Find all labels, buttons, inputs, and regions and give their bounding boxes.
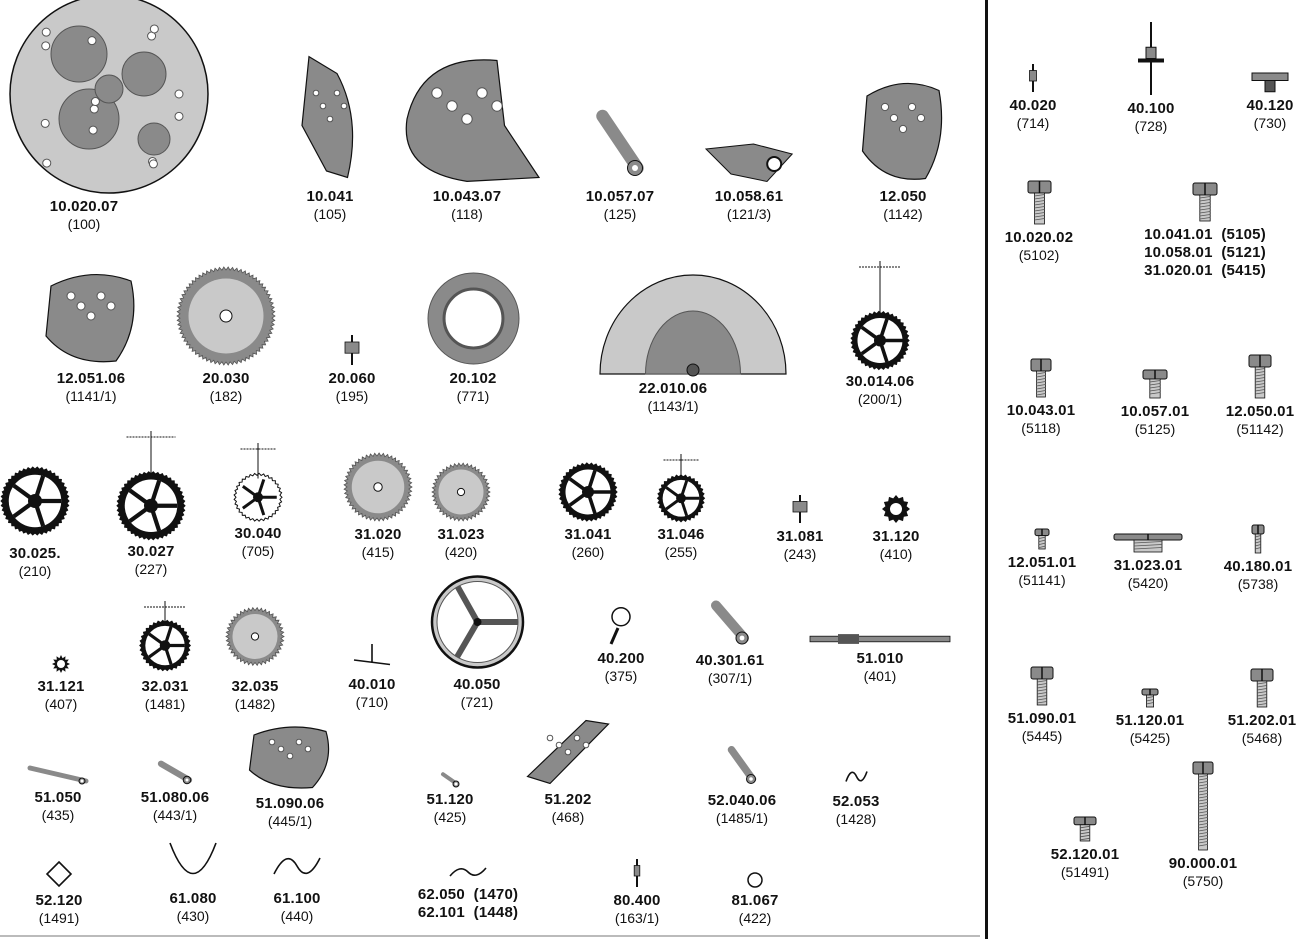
part-reference: (1141/1) [65, 388, 117, 404]
part-number: 22.010.06 [638, 380, 708, 397]
part-number: 20.102 [449, 370, 497, 387]
part-reference: (710) [355, 694, 389, 710]
escape-wheel-icon [233, 441, 283, 521]
mainspring-icon [426, 271, 521, 366]
part-item [1183, 524, 1316, 593]
part-number: 40.050 [453, 676, 501, 693]
part-number: 52.040.06 [707, 792, 777, 809]
part-reference: (125) [603, 206, 637, 222]
v-spring-icon [168, 841, 218, 886]
part-number: 30.040 [234, 525, 282, 542]
shock-spring-icon [606, 601, 636, 646]
part-item [545, 104, 695, 223]
part-number: 31.020 [354, 526, 402, 543]
part-item [9, 0, 159, 233]
wheel-icon [0, 461, 70, 541]
part-item [1195, 68, 1316, 132]
part-number: 51.010 [856, 650, 904, 667]
part-reference: (5125) [1134, 421, 1176, 437]
part-item [402, 572, 552, 711]
part-reference: (721) [460, 694, 494, 710]
part-number: 40.100 [1127, 100, 1175, 117]
part-number: 10.020.02 [1004, 229, 1074, 246]
part-reference: (195) [335, 388, 369, 404]
screw-icon [1192, 182, 1218, 222]
part-item [1187, 668, 1316, 747]
part-reference: (51141) [1018, 572, 1066, 588]
part-reference: (445/1) [267, 813, 313, 829]
part-item [674, 134, 824, 223]
rotor-icon [598, 271, 788, 376]
wire-spring-icon [272, 846, 322, 886]
part-reference: (407) [44, 696, 78, 712]
part-number: 32.035 [231, 678, 279, 695]
part-item [655, 598, 805, 687]
part-reference: (163/1) [614, 910, 660, 926]
part-item [398, 271, 548, 405]
part-reference: (1485/1) [715, 810, 769, 826]
toothed-wheel-icon [225, 599, 285, 674]
small-gear-icon [881, 494, 911, 524]
part-number: 31.046 [657, 526, 705, 543]
part-number: 51.050 [34, 789, 82, 806]
part-reference: (5102) [1018, 247, 1060, 263]
part-number-line: 62.050 (1470) [417, 886, 519, 903]
wheel-icon [850, 259, 910, 369]
part-reference: (443/1) [152, 807, 198, 823]
balance-cock-icon [704, 134, 794, 184]
balance-wheel-icon [430, 572, 525, 672]
screw-icon [1248, 354, 1272, 399]
part-number-line: 31.020.01 (5415) [1144, 262, 1266, 279]
part-reference: (200/1) [857, 391, 903, 407]
arbor-icon [342, 334, 362, 366]
part-number: 51.120.01 [1115, 712, 1185, 729]
part-number: 52.053 [832, 793, 880, 810]
part-item [493, 717, 643, 826]
part-number: 40.020 [1009, 97, 1057, 114]
part-number: 30.025. [9, 545, 61, 562]
part-number: 10.058.61 [714, 188, 784, 205]
part-reference: (118) [451, 206, 483, 222]
part-number: 52.120 [35, 892, 83, 909]
part-item [598, 271, 748, 415]
part-reference: (728) [1134, 118, 1168, 134]
part-item [255, 54, 405, 223]
part-reference: (420) [444, 544, 478, 560]
part-reference: (210) [18, 563, 52, 579]
part-number: 12.051.06 [56, 370, 126, 387]
screw-icon [1142, 369, 1168, 399]
bridge-icon [295, 54, 365, 184]
lever-bridge-icon [595, 104, 645, 184]
part-reference: (415) [361, 544, 395, 560]
part-item [222, 846, 372, 925]
barrel-icon [176, 266, 276, 366]
part-number: 31.121 [37, 678, 85, 695]
balance-staff-icon [1136, 21, 1166, 96]
part-reference: (1143/1) [647, 398, 699, 414]
part-number-line: 62.101 (1448) [417, 904, 519, 921]
part-reference: (468) [551, 809, 585, 825]
part-item [805, 632, 955, 685]
part-number: 32.031 [141, 678, 189, 695]
square-spring-icon [45, 860, 73, 888]
part-reference: (5425) [1129, 730, 1171, 746]
detent-icon [440, 772, 460, 787]
part-reference: (375) [604, 668, 638, 684]
part-number: 10.020.07 [49, 198, 119, 215]
automatic-frame-icon [41, 266, 141, 366]
part-reference: (422) [738, 910, 772, 926]
part-number: 40.200 [597, 650, 645, 667]
main-plate-icon [9, 0, 209, 194]
part-reference: (5468) [1241, 730, 1283, 746]
part-number: 31.023 [437, 526, 485, 543]
part-number: 40.180.01 [1223, 558, 1293, 575]
part-reference: (5118) [1021, 420, 1061, 436]
part-number: 31.120 [872, 528, 920, 545]
part-reference: (771) [456, 388, 490, 404]
part-reference: (401) [863, 668, 897, 684]
stem-pin-icon [633, 858, 641, 888]
part-reference: (430) [176, 908, 210, 924]
screw-icon [1027, 180, 1052, 225]
part-group [1105, 182, 1305, 280]
part-number: 61.100 [273, 890, 321, 907]
part-group [368, 862, 568, 922]
part-reference: (1481) [144, 696, 186, 712]
part-reference: (1428) [835, 811, 877, 827]
part-reference: (260) [571, 544, 605, 560]
part-number: 51.090.06 [255, 795, 325, 812]
part-reference: (5445) [1021, 728, 1063, 744]
part-number: 40.120 [1246, 97, 1294, 114]
part-item [680, 872, 830, 927]
train-bridge-icon [392, 54, 542, 184]
winding-stem-icon [810, 632, 950, 646]
part-number: 90.000.01 [1168, 855, 1238, 872]
part-reference: (51491) [1060, 864, 1110, 880]
part-number: 12.050 [879, 188, 927, 205]
part-number: 31.023.01 [1113, 557, 1183, 574]
bottom-edge-line [0, 935, 980, 937]
part-reference: (410) [879, 546, 913, 562]
automatic-bridge-icon [858, 74, 948, 184]
part-reference: (425) [433, 809, 467, 825]
crown-wheel-icon [431, 462, 491, 522]
long-screw-icon [1192, 761, 1214, 851]
screw-icon [1030, 666, 1054, 706]
part-item [392, 54, 542, 223]
spring-icon [448, 862, 488, 882]
part-item [828, 74, 978, 223]
part-reference: (307/1) [707, 670, 753, 686]
part-number: 10.041 [306, 188, 354, 205]
part-item [821, 494, 971, 563]
part-item [215, 721, 365, 830]
part-item [1185, 354, 1316, 438]
pin-icon [790, 494, 810, 524]
part-reference: (440) [280, 908, 314, 924]
click-spring-icon [844, 764, 869, 789]
part-reference: (5750) [1182, 873, 1224, 889]
part-number: 51.202 [544, 791, 592, 808]
part-reference: (121/3) [726, 206, 772, 222]
part-reference: (705) [241, 543, 275, 559]
part-reference: (5420) [1127, 575, 1169, 591]
pinion-wheel-icon [656, 452, 706, 522]
part-reference: (714) [1016, 115, 1050, 131]
part-reference: (182) [209, 388, 243, 404]
part-reference: (1491) [38, 910, 80, 926]
part-reference: (105) [313, 206, 347, 222]
part-item [16, 266, 166, 405]
tiny-pinion-icon [51, 654, 71, 674]
part-number: 10.043.01 [1006, 402, 1076, 419]
setting-lever-icon [18, 765, 98, 785]
part-number: 31.041 [564, 526, 612, 543]
part-number: 52.120.01 [1050, 846, 1120, 863]
part-reference: (435) [41, 807, 75, 823]
click-icon [727, 743, 757, 788]
part-item [805, 259, 955, 408]
pallet-fork-icon [352, 642, 392, 672]
part-number: 51.120 [426, 791, 474, 808]
screw-icon [1030, 358, 1052, 398]
part-number: 81.067 [731, 892, 779, 909]
part-reference: (227) [134, 561, 168, 577]
part-number-line: 10.041.01 (5105) [1144, 226, 1266, 243]
setting-bridge-icon [245, 721, 335, 791]
part-number: 20.060 [328, 370, 376, 387]
part-number: 30.027 [127, 543, 175, 560]
part-number: 30.014.06 [845, 373, 915, 390]
screw-icon [1073, 816, 1097, 842]
part-reference: (730) [1253, 115, 1287, 131]
part-item [781, 764, 931, 828]
part-number: 10.057.07 [585, 188, 655, 205]
part-number: 12.051.01 [1007, 554, 1077, 571]
part-reference: (5738) [1237, 576, 1279, 592]
part-reference: (255) [664, 544, 698, 560]
part-item [964, 180, 1114, 264]
part-reference: (1142) [883, 206, 923, 222]
yoke-icon [155, 760, 195, 785]
part-number: 10.057.01 [1120, 403, 1190, 420]
part-number: 51.080.06 [140, 789, 210, 806]
wheel-icon [116, 429, 186, 539]
part-number-line: 10.058.01 (5121) [1144, 244, 1266, 261]
part-number: 51.090.01 [1007, 710, 1077, 727]
ring-icon [747, 872, 763, 888]
part-number: 20.030 [202, 370, 250, 387]
part-reference: (51142) [1236, 421, 1284, 437]
roller-icon [1250, 68, 1290, 93]
part-item [1128, 761, 1278, 890]
screw-icon [1034, 528, 1050, 550]
regulator-icon [710, 598, 750, 648]
part-number: 51.202.01 [1227, 712, 1297, 729]
screw-icon [1141, 688, 1159, 708]
part-reference: (100) [67, 216, 101, 232]
part-item [0, 860, 134, 927]
cover-plate-icon [523, 717, 613, 787]
part-number: 61.080 [169, 890, 217, 907]
column-divider [985, 0, 988, 939]
screw-icon [1113, 533, 1183, 553]
staff-icon [1028, 63, 1038, 93]
screw-icon [1250, 668, 1274, 708]
part-number: 31.081 [776, 528, 824, 545]
part-number: 40.301.61 [695, 652, 765, 669]
part-reference: (1482) [234, 696, 276, 712]
part-number: 12.050.01 [1225, 403, 1295, 420]
part-number: 40.010 [348, 676, 396, 693]
part-reference: (243) [783, 546, 817, 562]
part-number: 10.043.07 [432, 188, 502, 205]
screw-icon [1251, 524, 1265, 554]
part-number: 80.400 [613, 892, 661, 909]
